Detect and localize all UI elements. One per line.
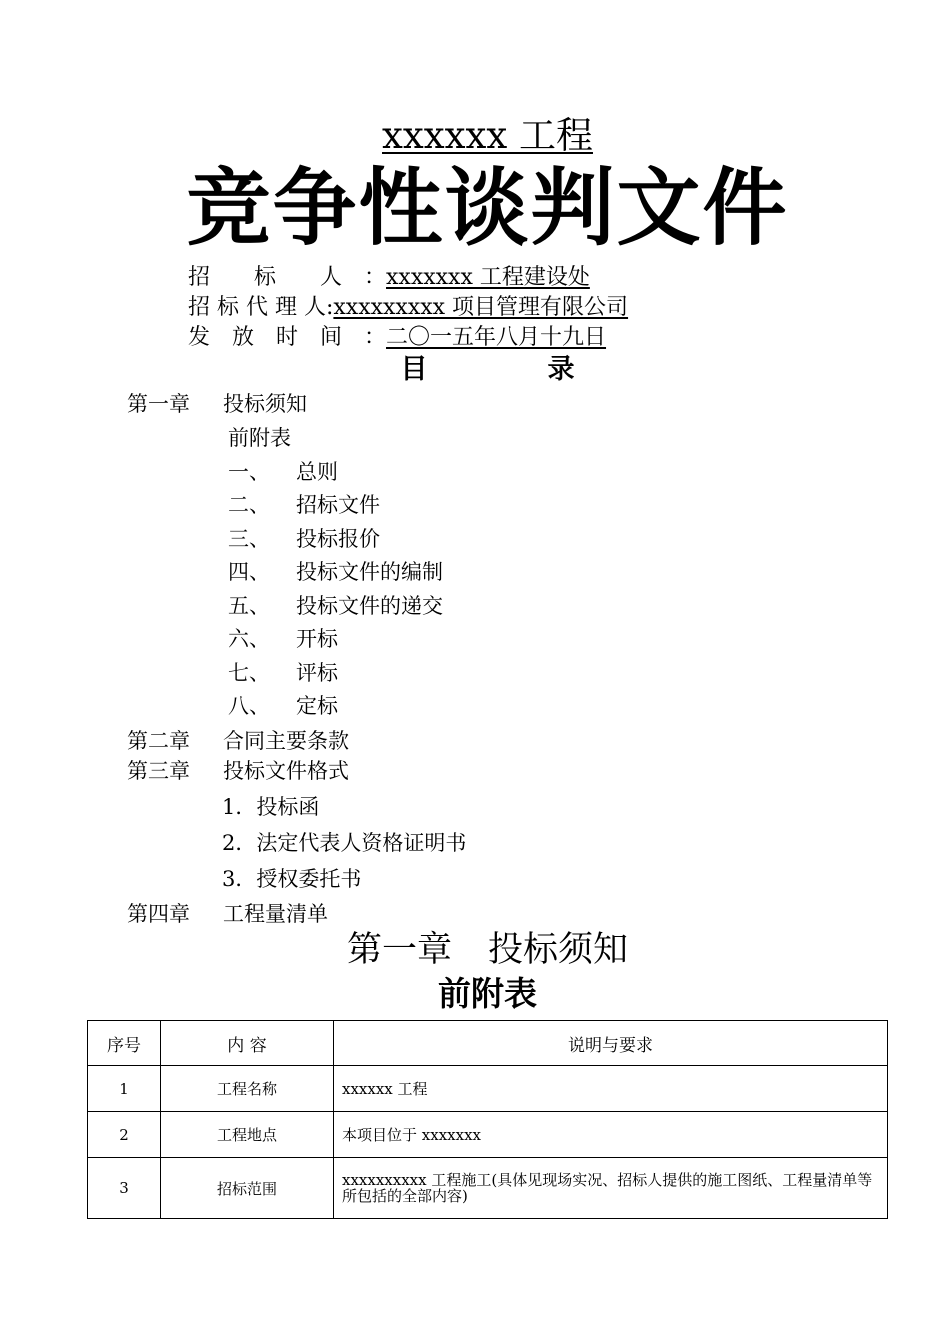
toc-section-3: 三、 投标报价 (228, 527, 380, 551)
row-item: 工程地点 (161, 1112, 334, 1158)
toc-preface: 前附表 (228, 426, 291, 450)
row-requirement: 本项目位于 xxxxxxx (334, 1112, 888, 1158)
table-row (88, 1158, 888, 1219)
toc-chapter-4: 第四章 工程量清单 (127, 902, 328, 926)
agent-value: xxxxxxxxx 项目管理有限公司 (333, 295, 629, 320)
issue-label: 发 放 时 间 ： (188, 325, 387, 350)
chapter-1-heading: 第一章 投标须知 (346, 930, 629, 970)
row-requirement: xxxxxx 工程 (334, 1066, 888, 1112)
agent-label: 招 标 代 理 人: (188, 295, 334, 320)
document-title: 竞争性谈判文件 (186, 158, 789, 257)
agent-row (188, 293, 628, 323)
toc-section-8: 八、 定标 (228, 694, 338, 718)
row-item: 招标范围 (161, 1158, 334, 1219)
toc-section-7: 七、 评标 (228, 661, 338, 685)
row-seq: 1 (88, 1066, 161, 1112)
column-header-seq: 序号 (88, 1021, 161, 1066)
appendix-heading: 前附表 (438, 974, 537, 1013)
tenderer-row (188, 263, 590, 293)
toc-format-item-1: 1．投标函 (222, 795, 320, 819)
toc-format-item-3: 3．授权委托书 (222, 867, 362, 891)
project-name: xxxxxx 工程 (382, 114, 593, 157)
tenderer-label: 招 标 人 ： (188, 265, 387, 290)
column-header-requirements: 说明与要求 (334, 1021, 888, 1066)
toc-chapter-2: 第二章 合同主要条款 (127, 729, 349, 753)
toc-section-5: 五、 投标文件的递交 (228, 594, 443, 618)
row-item: 工程名称 (161, 1066, 334, 1112)
toc-format-item-2: 2．法定代表人资格证明书 (222, 831, 467, 855)
column-header-content: 内 容 (161, 1021, 334, 1066)
issue-value: 二〇一五年八月十九日 (386, 325, 607, 350)
toc-chapter-3: 第三章 投标文件格式 (127, 759, 349, 783)
toc-section-1: 一、 总则 (228, 460, 338, 484)
row-requirement: xxxxxxxxxx 工程施工(具体见现场实况、招标人提供的施工图纸、工程量清单等所包括的全部内容) (334, 1158, 888, 1219)
table-header-row (88, 1021, 888, 1066)
table-row (88, 1066, 888, 1112)
toc-section-4: 四、 投标文件的编制 (228, 560, 443, 584)
toc-heading: 目 录 (400, 354, 575, 385)
issue-date-row (188, 323, 606, 353)
tenderer-value: xxxxxxx 工程建设处 (386, 265, 590, 290)
toc-section-2: 二、 招标文件 (228, 493, 380, 517)
row-seq: 3 (88, 1158, 161, 1219)
row-seq: 2 (88, 1112, 161, 1158)
toc-chapter-1: 第一章 投标须知 (127, 392, 307, 416)
toc-section-6: 六、 开标 (228, 627, 338, 651)
table-row (88, 1112, 888, 1158)
appendix-table (87, 1020, 888, 1219)
